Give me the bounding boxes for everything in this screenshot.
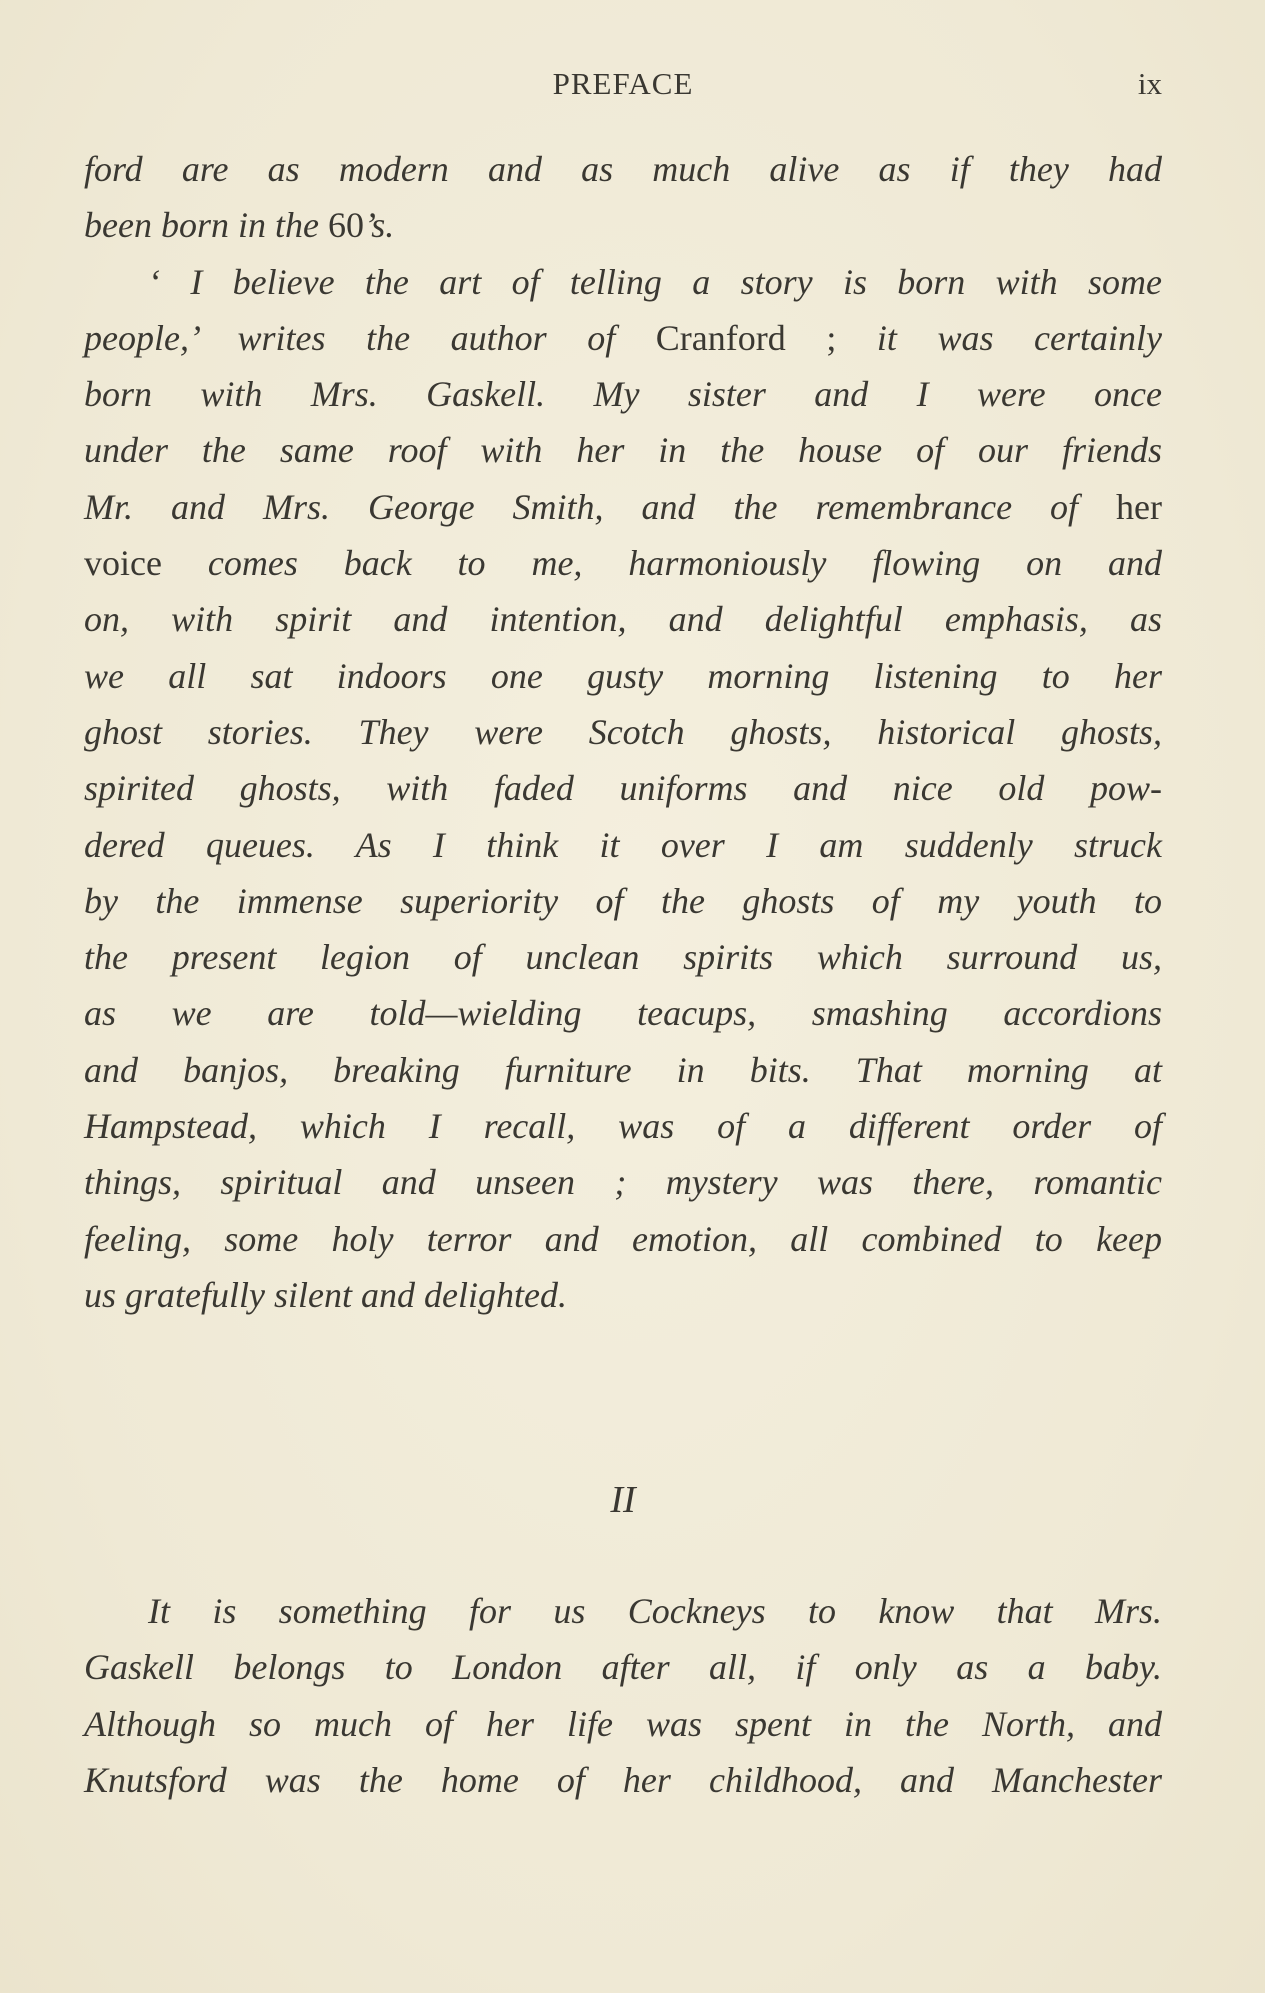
italic-text: It is something for us Cockneys to know that Mrs. [148,1591,1162,1631]
italic-text: us gratefully silent and delighted. [84,1274,567,1315]
text-line [84,760,1162,816]
italic-text: comes back to me, harmoniously flowing on and [161,543,1162,584]
text-line [84,254,1162,310]
italic-text: ‘ I believe the art of telling a story is born with some [148,261,1162,302]
roman-text: voice [84,543,162,584]
text-line [84,873,1162,929]
text-line [84,366,1162,422]
text-line [84,1042,1162,1098]
italic-text: ghost stories. They were Scotch ghosts, historical ghosts, [84,711,1162,752]
section-heading: II [610,1479,636,1521]
preface-text [84,141,1162,1323]
text-line [84,1639,1162,1695]
italic-text: Mr. and Mrs. George Smith, and the remembrance of [84,486,1117,527]
text-line [84,1583,1162,1639]
italic-text: been born in the [84,205,328,246]
text-line [84,422,1162,478]
running-title: PREFACE [552,66,694,101]
text-line [84,1154,1162,1210]
italic-text: it was certainly [836,317,1162,358]
italic-text: Knutsford was the home of her childhood, and Manchester [84,1759,1162,1800]
text-line [84,1696,1162,1752]
text-line [84,310,1162,366]
italic-text: ford are as modern and as much alive as if they had [84,149,1162,189]
roman-text: her [1116,486,1162,527]
italic-text: ’s. [363,205,395,246]
italic-text: Gaskell belongs to London after all, if only as a baby. [84,1647,1162,1688]
roman-text: Cranford ; [655,317,837,358]
italic-text: Hampstead, which I recall, was of a different order of [84,1106,1162,1147]
italic-text: spirited ghosts, with faded uniforms and nice old pow- [84,768,1162,809]
italic-text: under the same roof with her in the house of our friends [84,430,1162,471]
italic-text: Although so much of her life was spent in the North, and [84,1703,1162,1744]
section-text [84,1583,1162,1808]
text-line [84,985,1162,1041]
text-line [84,1267,1162,1323]
italic-text: feeling, some holy terror and emotion, all combined to keep [84,1218,1162,1259]
italic-text: as we are told—wielding teacups, smashing accordions [84,993,1162,1034]
text-line [84,141,1162,197]
text-line [84,817,1162,873]
text-line [84,535,1162,591]
running-head [84,66,1162,106]
roman-text: 60 [327,205,364,246]
italic-text: the present legion of unclean spirits which surround us, [84,937,1162,978]
italic-text: on, with spirit and intention, and delightful emphasis, as [84,599,1162,640]
text-line [84,929,1162,985]
italic-text: we all sat indoors one gusty morning listening to her [84,655,1162,696]
text-line [84,1211,1162,1267]
text-line [84,591,1162,647]
text-line [84,648,1162,704]
italic-text: dered queues. As I think it over I am suddenly struck [84,824,1162,865]
paragraph [84,141,1162,254]
text-line [84,479,1162,535]
text-line [84,1098,1162,1154]
text-line [84,1752,1162,1808]
italic-text: people,’ writes the author of [84,317,656,358]
italic-text: by the immense superiority of the ghosts of my youth to [84,880,1162,921]
page-number: ix [1137,66,1162,101]
paragraph [84,254,1162,1324]
italic-text: born with Mrs. Gaskell. My sister and I were once [84,374,1162,415]
italic-text: and banjos, breaking furniture in bits. That morning at [84,1049,1162,1090]
text-line [84,197,1162,253]
italic-text: things, spiritual and unseen ; mystery was there, romantic [84,1162,1162,1203]
text-line [84,704,1162,760]
